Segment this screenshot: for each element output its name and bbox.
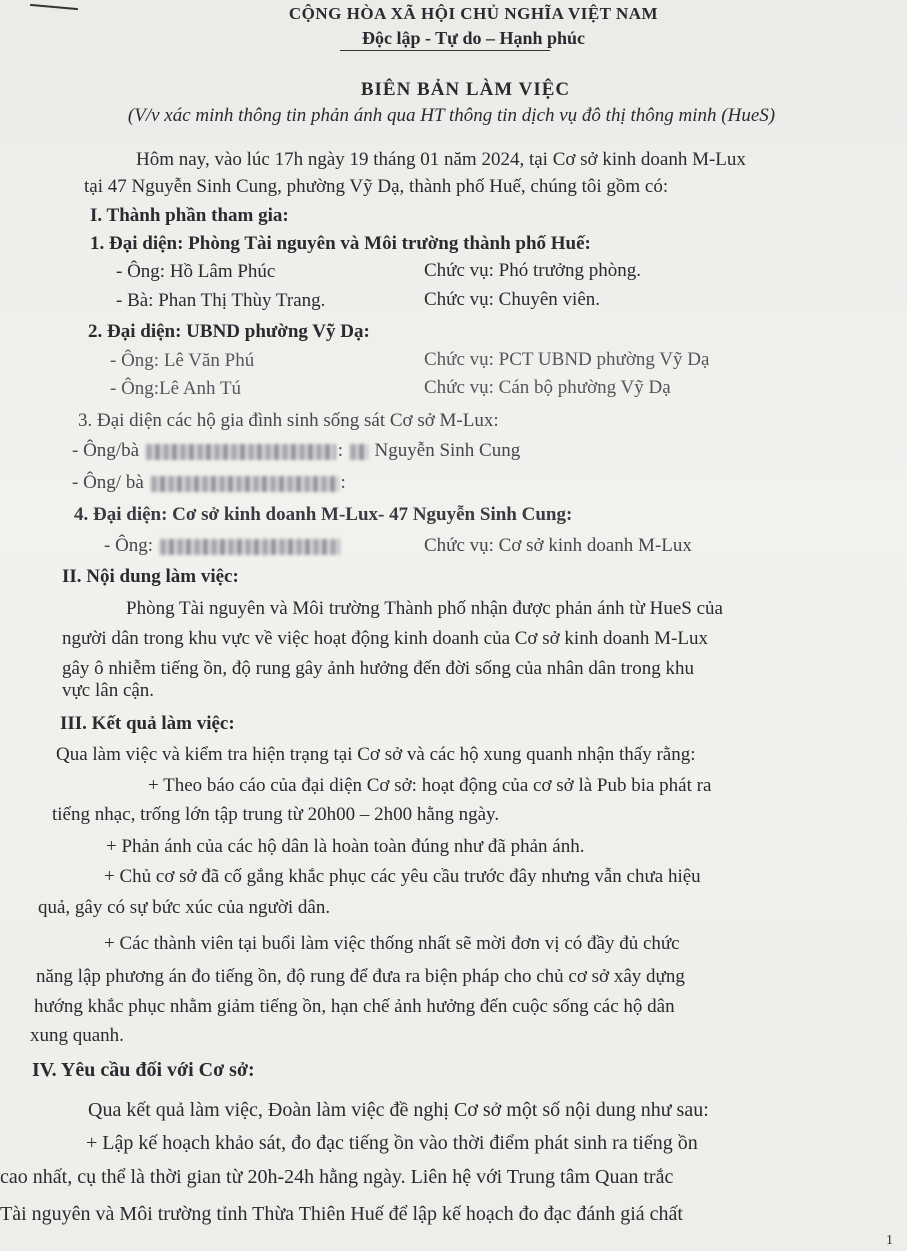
section-3-line: xung quanh. xyxy=(30,1025,124,1046)
section-3-line: + Chủ cơ sở đã cố gắng khắc phục các yêu cầu trước đây nhưng vẫn chưa hiệu xyxy=(104,866,701,887)
member-name: - Ông: Hồ Lâm Phúc xyxy=(116,261,276,282)
section-3-line: + Các thành viên tại buổi làm việc thống nhất sẽ mời đơn vị có đầy đủ chức xyxy=(104,933,680,954)
section-3-line: quả, gây có sự bức xúc của người dân. xyxy=(38,897,331,918)
member-suffix: : xyxy=(340,472,346,493)
section-2-line: người dân trong khu vực về việc hoạt động kinh doanh của Cơ sở kinh doanh M-Lux xyxy=(62,628,708,649)
document-subtitle: (V/v xác minh thông tin phản ánh qua HT thông tin dịch vụ đô thị thông minh (HueS) xyxy=(127,105,776,126)
member-role: Chức vụ: Cán bộ phường Vỹ Dạ xyxy=(424,377,671,398)
section-2-line: Phòng Tài nguyên và Môi trường Thành phố nhận được phản ánh từ HueS của xyxy=(126,598,723,619)
member-prefix: - Ông/bà xyxy=(72,440,140,461)
motto: Độc lập - Tự do – Hạnh phúc xyxy=(361,28,586,48)
section-4-line: cao nhất, cụ thể là thời gian từ 20h-24h hằng ngày. Liên hệ với Trung tâm Quan trắc xyxy=(0,1166,674,1188)
member-address: Nguyễn Sinh Cung xyxy=(374,440,521,461)
document-title: BIÊN BẢN LÀM VIỆC xyxy=(360,79,571,100)
section-3-line: tiếng nhạc, trống lớn tập trung từ 20h00 – 2h00 hằng ngày. xyxy=(52,804,500,825)
member-prefix: - Ông/ bà xyxy=(72,472,144,493)
section-3-line: + Phản ánh của các hộ dân là hoàn toàn đúng như đã phản ánh. xyxy=(106,836,585,857)
member-role: Chức vụ: Cơ sở kinh doanh M-Lux xyxy=(424,535,692,556)
redacted-name xyxy=(160,539,340,555)
section-3-line: Qua làm việc và kiểm tra hiện trạng tại Cơ sở và các hộ xung quanh nhận thấy rằng: xyxy=(56,744,696,765)
group-3-heading: 3. Đại diện các hộ gia đình sinh sống sát Cơ sở M-Lux: xyxy=(78,410,499,431)
household-member-1 xyxy=(72,439,520,463)
section-4-line: Tài nguyên và Môi trường tỉnh Thừa Thiên Huế để lập kế hoạch đo đạc đánh giá chất xyxy=(0,1203,683,1225)
intro-line-1: Hôm nay, vào lúc 17h ngày 19 tháng 01 năm 2024, tại Cơ sở kinh doanh M-Lux xyxy=(136,149,746,170)
motto-underline xyxy=(340,50,550,51)
member-role: Chức vụ: PCT UBND phường Vỹ Dạ xyxy=(424,349,710,370)
nation-header: CỘNG HÒA XÃ HỘI CHỦ NGHĨA VIỆT NAM xyxy=(288,4,659,23)
group-2-heading: 2. Đại diện: UBND phường Vỹ Dạ: xyxy=(88,321,370,342)
group-4-heading: 4. Đại diện: Cơ sở kinh doanh M-Lux- 47 Nguyễn Sinh Cung: xyxy=(74,504,573,525)
intro-line-2: tại 47 Nguyễn Sinh Cung, phường Vỹ Dạ, thành phố Huế, chúng tôi gồm có: xyxy=(84,176,669,197)
section-1-heading: I. Thành phần tham gia: xyxy=(90,205,289,226)
member-name: - Bà: Phan Thị Thùy Trang. xyxy=(116,290,326,311)
redacted-name xyxy=(146,444,336,460)
member-role: Chức vụ: Chuyên viên. xyxy=(424,289,601,310)
section-3-line: năng lập phương án đo tiếng ồn, độ rung để đưa ra biện pháp cho chủ cơ sở xây dựng xyxy=(36,966,685,987)
group-1-heading: 1. Đại diện: Phòng Tài nguyên và Môi trường thành phố Huế: xyxy=(90,233,591,254)
member-suffix: : xyxy=(337,440,344,461)
member-name: - Ông:Lê Anh Tú xyxy=(110,378,242,399)
redacted-number xyxy=(350,444,368,460)
section-2-line: gây ô nhiễm tiếng ồn, độ rung gây ảnh hưởng đến đời sống của nhân dân trong khu xyxy=(62,658,694,679)
household-member-2 xyxy=(72,471,346,495)
section-4-heading: IV. Yêu cầu đối với Cơ sở: xyxy=(32,1059,255,1081)
business-representative xyxy=(104,534,342,558)
redacted-name xyxy=(151,476,339,492)
section-3-heading: III. Kết quả làm việc: xyxy=(60,713,235,734)
member-role: Chức vụ: Phó trưởng phòng. xyxy=(424,260,641,281)
member-prefix: - Ông: xyxy=(104,535,154,556)
section-3-line: hướng khắc phục nhằm giảm tiếng ồn, hạn chế ảnh hưởng đến cuộc sống các hộ dân xyxy=(34,996,675,1017)
section-2-line: vực lân cận. xyxy=(62,680,155,701)
page-number: 1 xyxy=(886,1233,893,1248)
section-3-line: + Theo báo cáo của đại diện Cơ sở: hoạt động của cơ sở là Pub bia phát ra xyxy=(148,775,712,796)
section-2-heading: II. Nội dung làm việc: xyxy=(62,566,239,587)
section-4-line: + Lập kế hoạch khảo sát, đo đạc tiếng ồn vào thời điểm phát sinh ra tiếng ồn xyxy=(86,1132,698,1154)
member-name: - Ông: Lê Văn Phú xyxy=(110,350,255,371)
section-4-line: Qua kết quả làm việc, Đoàn làm việc đề nghị Cơ sở một số nội dung như sau: xyxy=(88,1099,709,1121)
